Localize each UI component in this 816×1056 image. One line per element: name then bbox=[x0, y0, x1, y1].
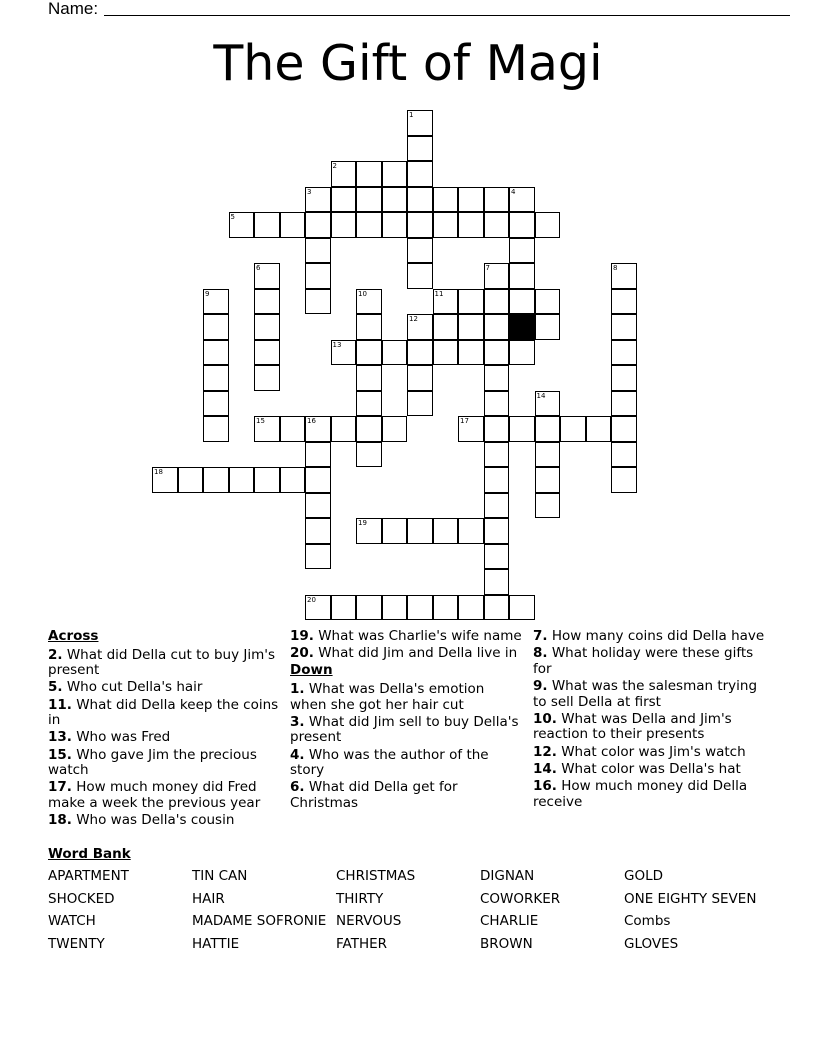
crossword-cell[interactable] bbox=[458, 212, 484, 238]
clue-text: How much money did Fred make a week the previous year bbox=[48, 779, 261, 811]
clue-down-16 bbox=[533, 779, 765, 810]
crossword-cell[interactable] bbox=[484, 340, 510, 366]
clue-down-12 bbox=[533, 745, 765, 761]
clue-text: What holiday were these gifts for bbox=[533, 645, 754, 677]
crossword-cell[interactable] bbox=[254, 365, 280, 391]
clue-number-label: 4 bbox=[511, 187, 516, 196]
crossword-cell[interactable] bbox=[356, 595, 382, 621]
crossword-cell[interactable] bbox=[254, 263, 280, 289]
clue-down-10 bbox=[533, 712, 765, 743]
crossword-cell[interactable] bbox=[560, 416, 586, 442]
clue-down-9 bbox=[533, 679, 765, 710]
word-bank-item: COWORKER bbox=[480, 891, 561, 907]
crossword-cell[interactable] bbox=[331, 340, 357, 366]
clue-text: Who cut Della's hair bbox=[62, 679, 203, 696]
crossword-cell[interactable] bbox=[280, 467, 306, 493]
crossword-cell[interactable] bbox=[203, 391, 229, 417]
crossword-cell[interactable] bbox=[382, 212, 408, 238]
word-bank-item: Combs bbox=[624, 913, 671, 929]
crossword-cell[interactable] bbox=[331, 161, 357, 187]
clue-number: 13. bbox=[48, 729, 72, 746]
crossword-cell[interactable] bbox=[407, 340, 433, 366]
word-bank-item: CHRISTMAS bbox=[336, 868, 416, 884]
word-bank-item: HATTIE bbox=[192, 936, 240, 952]
crossword-cell[interactable] bbox=[484, 187, 510, 213]
crossword-cell[interactable] bbox=[407, 212, 433, 238]
clue-across-20 bbox=[290, 646, 522, 662]
clue-number-label: 8 bbox=[613, 264, 618, 272]
crossword-cell[interactable] bbox=[509, 187, 535, 213]
crossword-cell[interactable] bbox=[611, 340, 637, 366]
crossword-cell[interactable] bbox=[611, 365, 637, 391]
clue-number: 7. bbox=[533, 628, 548, 644]
clue-number-label: 19 bbox=[358, 519, 367, 527]
crossword-cell[interactable] bbox=[356, 416, 382, 442]
crossword-cell[interactable] bbox=[280, 416, 306, 442]
crossword-cell[interactable] bbox=[407, 365, 433, 391]
crossword-cell[interactable] bbox=[382, 595, 408, 621]
crossword-cell[interactable] bbox=[152, 467, 178, 493]
clue-number-label: 13 bbox=[332, 340, 342, 349]
crossword-cell[interactable] bbox=[535, 493, 561, 519]
clue-text: What did Jim sell to buy Della's present bbox=[290, 713, 519, 746]
clue-number-label: 16 bbox=[307, 417, 316, 425]
crossword-cell[interactable] bbox=[484, 493, 510, 519]
crossword-cell[interactable] bbox=[356, 365, 382, 391]
crossword-cell[interactable] bbox=[509, 340, 535, 366]
crossword-cell[interactable] bbox=[382, 518, 408, 544]
crossword-cell[interactable] bbox=[433, 212, 459, 238]
crossword-cell[interactable] bbox=[229, 212, 255, 238]
crossword-cell[interactable] bbox=[509, 289, 535, 315]
crossword-cell[interactable] bbox=[203, 416, 229, 442]
crossword-cell[interactable] bbox=[331, 187, 357, 213]
crossword-cell[interactable] bbox=[484, 544, 510, 570]
clue-across-2 bbox=[48, 648, 280, 679]
crossword-cell[interactable] bbox=[458, 416, 484, 442]
crossword-cell[interactable] bbox=[254, 314, 280, 340]
clue-number-label: 3 bbox=[307, 187, 312, 196]
clue-number: 2. bbox=[48, 646, 63, 663]
crossword-cell[interactable] bbox=[509, 595, 535, 621]
clue-number-label: 17 bbox=[460, 417, 469, 425]
clue-across-5 bbox=[48, 680, 280, 696]
clue-text: What did Della cut to buy Jim's present bbox=[48, 646, 275, 679]
clue-down-6 bbox=[290, 780, 522, 811]
blocked-cell bbox=[509, 314, 535, 340]
crossword-cell[interactable] bbox=[382, 340, 408, 366]
crossword-cell[interactable] bbox=[535, 289, 561, 315]
crossword-cell[interactable] bbox=[484, 416, 510, 442]
crossword-cell[interactable] bbox=[178, 467, 204, 493]
crossword-cell[interactable] bbox=[611, 442, 637, 468]
across-clues-col1 bbox=[48, 629, 280, 830]
crossword-cell[interactable] bbox=[356, 161, 382, 187]
crossword-cell[interactable] bbox=[407, 110, 433, 136]
clue-number-label: 9 bbox=[205, 289, 210, 298]
crossword-cell[interactable] bbox=[254, 416, 280, 442]
clue-across-19 bbox=[290, 629, 522, 645]
word-bank-item: HAIR bbox=[192, 891, 225, 907]
crossword-cell[interactable] bbox=[254, 340, 280, 366]
word-bank-item: WATCH bbox=[48, 913, 96, 929]
crossword-cell[interactable] bbox=[305, 263, 331, 289]
crossword-cell[interactable] bbox=[407, 238, 433, 264]
crossword-cell[interactable] bbox=[356, 314, 382, 340]
clue-across-11 bbox=[48, 698, 280, 729]
clue-number: 10. bbox=[533, 710, 557, 727]
clue-number: 8. bbox=[533, 645, 548, 662]
clue-across-18 bbox=[48, 813, 280, 829]
clue-number-label: 18 bbox=[154, 468, 163, 476]
word-bank-item: TWENTY bbox=[48, 936, 105, 952]
crossword-cell[interactable] bbox=[433, 595, 459, 621]
crossword-cell[interactable] bbox=[356, 442, 382, 468]
clue-number: 12. bbox=[533, 743, 557, 760]
crossword-cell[interactable] bbox=[458, 314, 484, 340]
crossword-cell[interactable] bbox=[407, 136, 433, 162]
crossword-cell[interactable] bbox=[458, 340, 484, 366]
clue-number-label: 11 bbox=[434, 289, 444, 298]
crossword-cell[interactable] bbox=[407, 263, 433, 289]
crossword-cell[interactable] bbox=[254, 289, 280, 315]
crossword-cell[interactable] bbox=[484, 289, 510, 315]
crossword-cell[interactable] bbox=[305, 442, 331, 468]
crossword-cell[interactable] bbox=[407, 518, 433, 544]
crossword-cell[interactable] bbox=[305, 289, 331, 315]
clue-down-8 bbox=[533, 646, 765, 677]
word-bank-item: SHOCKED bbox=[48, 891, 115, 907]
word-bank-item: THIRTY bbox=[336, 891, 384, 907]
crossword-cell[interactable] bbox=[611, 263, 637, 289]
crossword-cell[interactable] bbox=[305, 187, 331, 213]
crossword-cell[interactable] bbox=[382, 416, 408, 442]
clue-across-15 bbox=[48, 748, 280, 779]
crossword-cell[interactable] bbox=[203, 289, 229, 315]
clue-text: What did Della get for Christmas bbox=[290, 779, 458, 811]
word-bank-item: MADAME SOFRONIE bbox=[192, 913, 327, 929]
clue-number: 20. bbox=[290, 645, 314, 662]
clue-text: Who was Fred bbox=[71, 729, 171, 746]
clue-text: What was Della's emotion when she got her hair cut bbox=[290, 680, 485, 713]
crossword-cell[interactable] bbox=[356, 289, 382, 315]
crossword-cell[interactable] bbox=[458, 187, 484, 213]
crossword-cell[interactable] bbox=[407, 391, 433, 417]
crossword-cell[interactable] bbox=[407, 595, 433, 621]
crossword-cell[interactable] bbox=[484, 263, 510, 289]
crossword-cell[interactable] bbox=[331, 416, 357, 442]
clue-across-13 bbox=[48, 730, 280, 746]
crossword-cell[interactable] bbox=[586, 416, 612, 442]
crossword-cell[interactable] bbox=[509, 238, 535, 264]
crossword-cell[interactable] bbox=[458, 595, 484, 621]
clues-col2 bbox=[290, 629, 522, 813]
clue-text: What was the salesman trying to sell Della at first bbox=[533, 677, 758, 710]
clue-number-label: 12 bbox=[409, 315, 418, 323]
crossword-cell[interactable] bbox=[484, 569, 510, 595]
down-heading: Down bbox=[290, 662, 333, 679]
clue-number: 6. bbox=[290, 779, 305, 796]
clue-text: Who was Della's cousin bbox=[71, 812, 235, 829]
crossword-cell[interactable] bbox=[484, 391, 510, 417]
crossword-cell[interactable] bbox=[535, 442, 561, 468]
crossword-cell[interactable] bbox=[305, 238, 331, 264]
crossword-cell[interactable] bbox=[484, 467, 510, 493]
crossword-cell[interactable] bbox=[305, 544, 331, 570]
crossword-cell[interactable] bbox=[458, 518, 484, 544]
crossword-cell[interactable] bbox=[509, 416, 535, 442]
clue-number: 4. bbox=[290, 746, 305, 763]
clue-number: 1. bbox=[290, 680, 305, 697]
clue-number-label: 10 bbox=[358, 289, 367, 298]
word-bank-item: ONE EIGHTY SEVEN bbox=[624, 891, 757, 907]
crossword-cell[interactable] bbox=[254, 212, 280, 238]
word-bank-item: NERVOUS bbox=[336, 913, 402, 929]
clue-down-14 bbox=[533, 762, 765, 778]
crossword-cell[interactable] bbox=[203, 340, 229, 366]
crossword-cell[interactable] bbox=[356, 340, 382, 366]
crossword-cell[interactable] bbox=[535, 212, 561, 238]
crossword-cell[interactable] bbox=[254, 467, 280, 493]
crossword-cell[interactable] bbox=[535, 416, 561, 442]
crossword-cell[interactable] bbox=[305, 212, 331, 238]
clue-number-label: 6 bbox=[256, 264, 261, 272]
crossword-cell[interactable] bbox=[407, 161, 433, 187]
crossword-cell[interactable] bbox=[433, 314, 459, 340]
crossword-cell[interactable] bbox=[203, 314, 229, 340]
clue-number: 3. bbox=[290, 713, 305, 730]
crossword-cell[interactable] bbox=[305, 518, 331, 544]
clue-number-label: 20 bbox=[307, 595, 316, 604]
clue-number: 14. bbox=[533, 760, 557, 777]
clue-number: 18. bbox=[48, 812, 72, 829]
name-label: Name: bbox=[48, 0, 99, 18]
word-bank-item: APARTMENT bbox=[48, 868, 129, 884]
clue-down-1 bbox=[290, 682, 522, 713]
word-bank-item: CHARLIE bbox=[480, 913, 539, 929]
clue-text: What color was Della's hat bbox=[556, 760, 741, 777]
crossword-cell[interactable] bbox=[484, 365, 510, 391]
clue-text: What was Charlie's wife name bbox=[313, 628, 522, 644]
crossword-cell[interactable] bbox=[611, 314, 637, 340]
crossword-cell[interactable] bbox=[331, 212, 357, 238]
crossword-cell[interactable] bbox=[203, 467, 229, 493]
clue-down-3 bbox=[290, 715, 522, 746]
crossword-cell[interactable] bbox=[229, 467, 255, 493]
crossword-cell[interactable] bbox=[305, 493, 331, 519]
crossword-cell[interactable] bbox=[611, 416, 637, 442]
crossword-cell[interactable] bbox=[611, 289, 637, 315]
word-bank-heading: Word Bank bbox=[48, 846, 131, 862]
crossword-cell[interactable] bbox=[280, 212, 306, 238]
crossword-cell[interactable] bbox=[535, 391, 561, 417]
clue-number: 19. bbox=[290, 628, 314, 644]
crossword-cell[interactable] bbox=[611, 391, 637, 417]
clue-text: How much money did Della receive bbox=[533, 777, 748, 810]
crossword-cell[interactable] bbox=[433, 340, 459, 366]
crossword-cell[interactable] bbox=[484, 518, 510, 544]
crossword-cell[interactable] bbox=[382, 187, 408, 213]
down-clues-col3 bbox=[533, 629, 765, 812]
clue-text: How many coins did Della have bbox=[547, 628, 765, 644]
crossword-cell[interactable] bbox=[484, 595, 510, 621]
clue-down-4 bbox=[290, 748, 522, 779]
clue-number: 15. bbox=[48, 746, 72, 763]
crossword-cell[interactable] bbox=[356, 187, 382, 213]
across-heading: Across bbox=[48, 628, 99, 644]
clue-number-label: 1 bbox=[409, 111, 414, 119]
word-bank-item: GOLD bbox=[624, 868, 664, 884]
clue-number-label: 15 bbox=[256, 417, 265, 425]
clue-number: 16. bbox=[533, 777, 557, 794]
crossword-cell[interactable] bbox=[509, 263, 535, 289]
word-bank-item: BROWN bbox=[480, 936, 533, 952]
crossword-cell[interactable] bbox=[484, 212, 510, 238]
crossword-cell[interactable] bbox=[305, 467, 331, 493]
crossword-cell[interactable] bbox=[407, 187, 433, 213]
clue-across-17 bbox=[48, 780, 280, 811]
crossword-cell[interactable] bbox=[356, 212, 382, 238]
crossword-cell[interactable] bbox=[433, 289, 459, 315]
word-bank-item: GLOVES bbox=[624, 936, 679, 952]
word-bank-item: TIN CAN bbox=[192, 868, 248, 884]
crossword-cell[interactable] bbox=[535, 467, 561, 493]
crossword-cell[interactable] bbox=[407, 314, 433, 340]
crossword-cell[interactable] bbox=[356, 391, 382, 417]
crossword-cell[interactable] bbox=[433, 518, 459, 544]
crossword-cell[interactable] bbox=[356, 518, 382, 544]
clue-text: What did Della keep the coins in bbox=[48, 696, 279, 729]
clue-number: 9. bbox=[533, 677, 548, 694]
word-bank-item: FATHER bbox=[336, 936, 388, 952]
crossword-cell[interactable] bbox=[331, 595, 357, 621]
crossword-cell[interactable] bbox=[611, 467, 637, 493]
crossword-cell[interactable] bbox=[509, 212, 535, 238]
clue-text: Who was the author of the story bbox=[290, 746, 489, 779]
clue-number-label: 14 bbox=[536, 391, 546, 400]
page-title: The Gift of Magi bbox=[213, 35, 603, 92]
crossword-cell[interactable] bbox=[458, 289, 484, 315]
crossword-cell[interactable] bbox=[535, 314, 561, 340]
word-bank-item: DIGNAN bbox=[480, 868, 535, 884]
clue-text: What was Della and Jim's reaction to their presents bbox=[533, 710, 732, 743]
clue-number: 5. bbox=[48, 679, 63, 696]
crossword-cell[interactable] bbox=[484, 314, 510, 340]
crossword-cell[interactable] bbox=[433, 187, 459, 213]
clue-number: 11. bbox=[48, 696, 72, 713]
clue-number: 17. bbox=[48, 779, 72, 796]
clue-text: What did Jim and Della live in bbox=[313, 645, 518, 662]
crossword-cell[interactable] bbox=[203, 365, 229, 391]
clue-text: What color was Jim's watch bbox=[556, 743, 746, 760]
crossword-cell[interactable] bbox=[305, 416, 331, 442]
crossword-cell[interactable] bbox=[305, 595, 331, 621]
crossword-cell[interactable] bbox=[484, 442, 510, 468]
clue-number-label: 7 bbox=[485, 264, 490, 272]
clue-down-7 bbox=[533, 629, 765, 645]
crossword-cell[interactable] bbox=[382, 161, 408, 187]
clue-number-label: 2 bbox=[332, 162, 337, 170]
clue-text: Who gave Jim the precious watch bbox=[48, 746, 257, 779]
clue-number-label: 5 bbox=[230, 213, 235, 221]
